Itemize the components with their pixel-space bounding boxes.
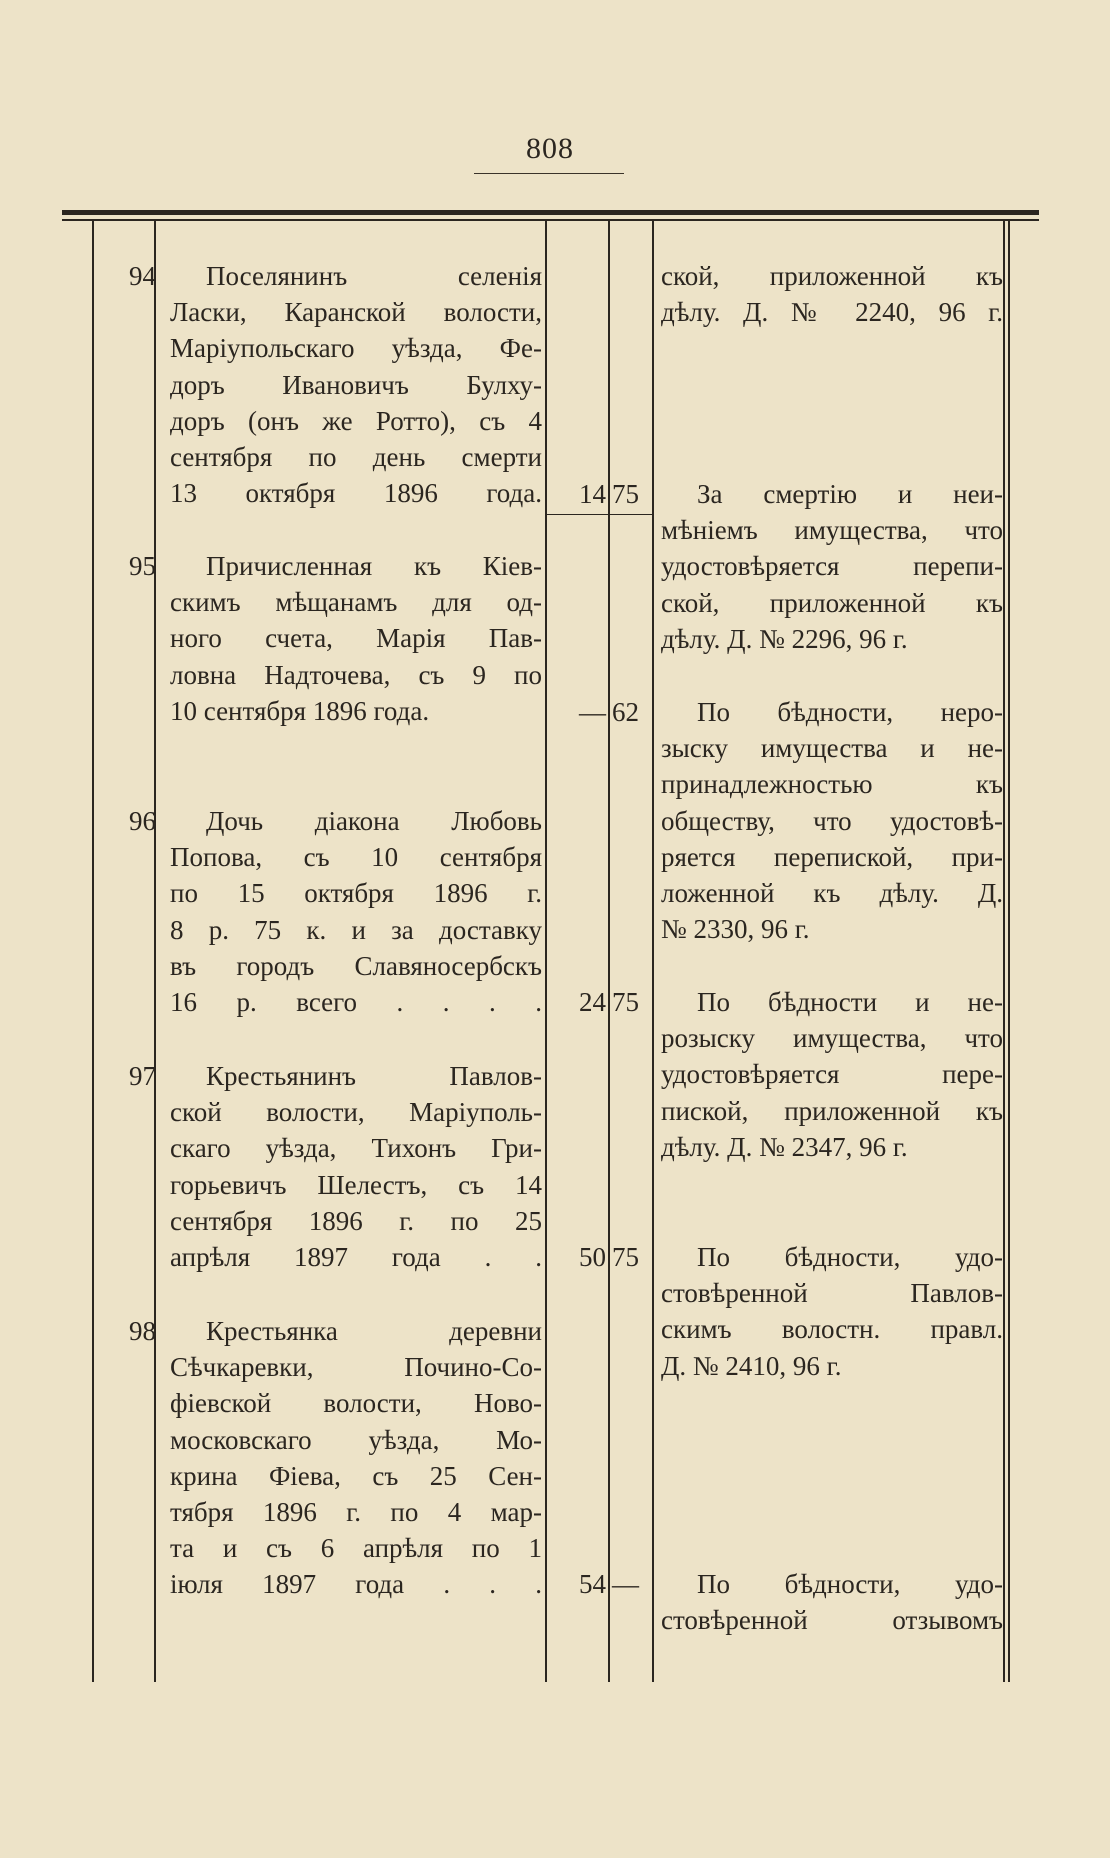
entry-description [170,803,542,1020]
entry-number: 96 [129,806,156,836]
entry-note [661,1239,1003,1384]
desc-line: Маріупольскаго уѣзда, Фе- [170,333,542,364]
amount-rubles: — [579,697,606,727]
desc-line: 8 р. 75 к. и за доставку [170,914,542,945]
entry-number: 97 [129,1061,156,1091]
entry-description [170,1058,542,1275]
desc-line: доръ (онъ же Ротто), съ 4 [170,405,542,436]
note-line: № 2330, 96 г. [661,914,810,945]
desc-line: тября 1896 г. по 4 мар- [170,1496,542,1527]
note-line: дѣлу. Д. № 2347, 96 г. [661,1131,908,1162]
amount-rule [545,514,653,515]
note-line: принадлежностью къ [661,769,1003,800]
column-rule-left [92,220,94,1682]
note-line: дѣлу. Д. № 2240, 96 г. [661,297,1003,328]
note-line: удостовѣряется пере- [661,1059,1003,1090]
desc-line: апрѣля 1897 года . . [170,1241,542,1272]
desc-line: Попова, съ 10 сентября [170,842,542,873]
page-number-rule [474,173,624,174]
table-top-rule-thin [62,219,1039,221]
entry-number: 98 [129,1316,156,1346]
desc-line: московскаго уѣзда, Мо- [170,1424,542,1455]
desc-line: Сѣчкаревки, Почино-Со- [170,1352,542,1383]
column-rule-number [154,220,156,1682]
note-line: скимъ волостн. правл. [661,1314,1003,1345]
amount-kopecks: 75 [612,987,639,1017]
desc-line: сентября 1896 г. по 25 [170,1205,542,1236]
note-line: По бѣдности, удо- [697,1242,1003,1272]
desc-line: 13 октября 1896 года. [170,478,542,509]
desc-line: скимъ мѣщанамъ для од- [170,587,542,618]
desc-line: 16 р. всего . . . . [170,986,542,1017]
desc-line: по 15 октября 1896 г. [170,878,542,909]
desc-line: Поселянинъ селенія [206,261,542,291]
note-line: стовѣренной Павлов- [661,1278,1003,1309]
note-line: обществу, что удостовѣ- [661,805,1003,836]
desc-line: доръ Ивановичъ Булху- [170,369,542,400]
entry-note [661,984,1003,1165]
desc-line: Причисленная къ Кіев- [206,551,542,581]
entry-note [661,1566,1003,1638]
note-line: пиской, приложенной къ [661,1095,1003,1126]
desc-line: іюля 1897 года . . . [170,1569,542,1600]
entry-description [170,258,542,511]
desc-line: въ городъ Славяносербскъ [170,950,542,981]
entry-description [170,548,542,729]
table-top-rule [62,210,1039,215]
amount-rubles: 14 [579,479,606,509]
desc-line: сентября по день смерти [170,441,542,472]
note-line: зыску имущества и не- [661,733,1003,764]
column-rule-rubles [608,220,610,1682]
note-line: удостовѣряется перепи- [661,551,1003,582]
amount-rubles: 54 [579,1569,606,1599]
entry-note [661,476,1003,657]
note-line: стовѣренной отзывомъ [661,1605,1003,1636]
note-line: мѣніемъ имущества, что [661,515,1003,546]
entry-number: 95 [129,551,156,581]
desc-line: скаго уѣзда, Тихонъ Гри- [170,1133,542,1164]
entry-number: 94 [129,261,156,291]
note-line: ложенной къ дѣлу. Д. [661,877,1003,908]
desc-line: горьевичъ Шелестъ, съ 14 [170,1169,542,1200]
note-line: По бѣдности, неро- [697,697,1003,727]
amount-kopecks: 75 [612,1242,639,1272]
column-rule-right [1008,220,1010,1682]
amount-kopecks: 75 [612,479,639,509]
column-rule-description [545,220,547,1682]
carryover-note [661,258,1003,330]
note-line: Д. № 2410, 96 г. [661,1350,842,1381]
desc-line: ской волости, Маріуполь- [170,1097,542,1128]
desc-line: Дочь діакона Любовь [206,806,542,836]
desc-line: Крестьянинъ Павлов- [206,1061,542,1091]
amount-kopecks: — [612,1569,639,1599]
note-line: ряется перепиской, при- [661,841,1003,872]
column-rule-note [1003,220,1005,1682]
note-line: розыску имущества, что [661,1023,1003,1054]
desc-line: фіевской волости, Ново- [170,1388,542,1419]
amount-kopecks: 62 [612,697,639,727]
amount-rubles: 24 [579,987,606,1017]
desc-line: та и съ 6 апрѣля по 1 [170,1533,542,1564]
desc-line: ловна Надточева, съ 9 по [170,659,542,690]
note-line: По бѣдности, удо- [697,1569,1003,1599]
entry-description [170,1313,542,1603]
page-number: 808 [526,132,574,165]
note-line: ской, приложенной къ [661,261,1003,291]
entry-note [661,694,1003,947]
note-line: ской, приложенной къ [661,587,1003,618]
desc-line: ного счета, Марія Пав- [170,623,542,654]
desc-line: Крестьянка деревни [206,1316,542,1346]
note-line: По бѣдности и не- [697,987,1003,1017]
note-line: дѣлу. Д. № 2296, 96 г. [661,623,908,654]
desc-line: крина Фіева, съ 25 Сен- [170,1460,542,1491]
amount-rubles: 50 [579,1242,606,1272]
desc-line: 10 сентября 1896 года. [170,695,430,726]
note-line: За смертію и неи- [697,479,1003,509]
desc-line: Ласки, Каранской волости, [170,297,542,328]
column-rule-kopecks [652,220,654,1682]
